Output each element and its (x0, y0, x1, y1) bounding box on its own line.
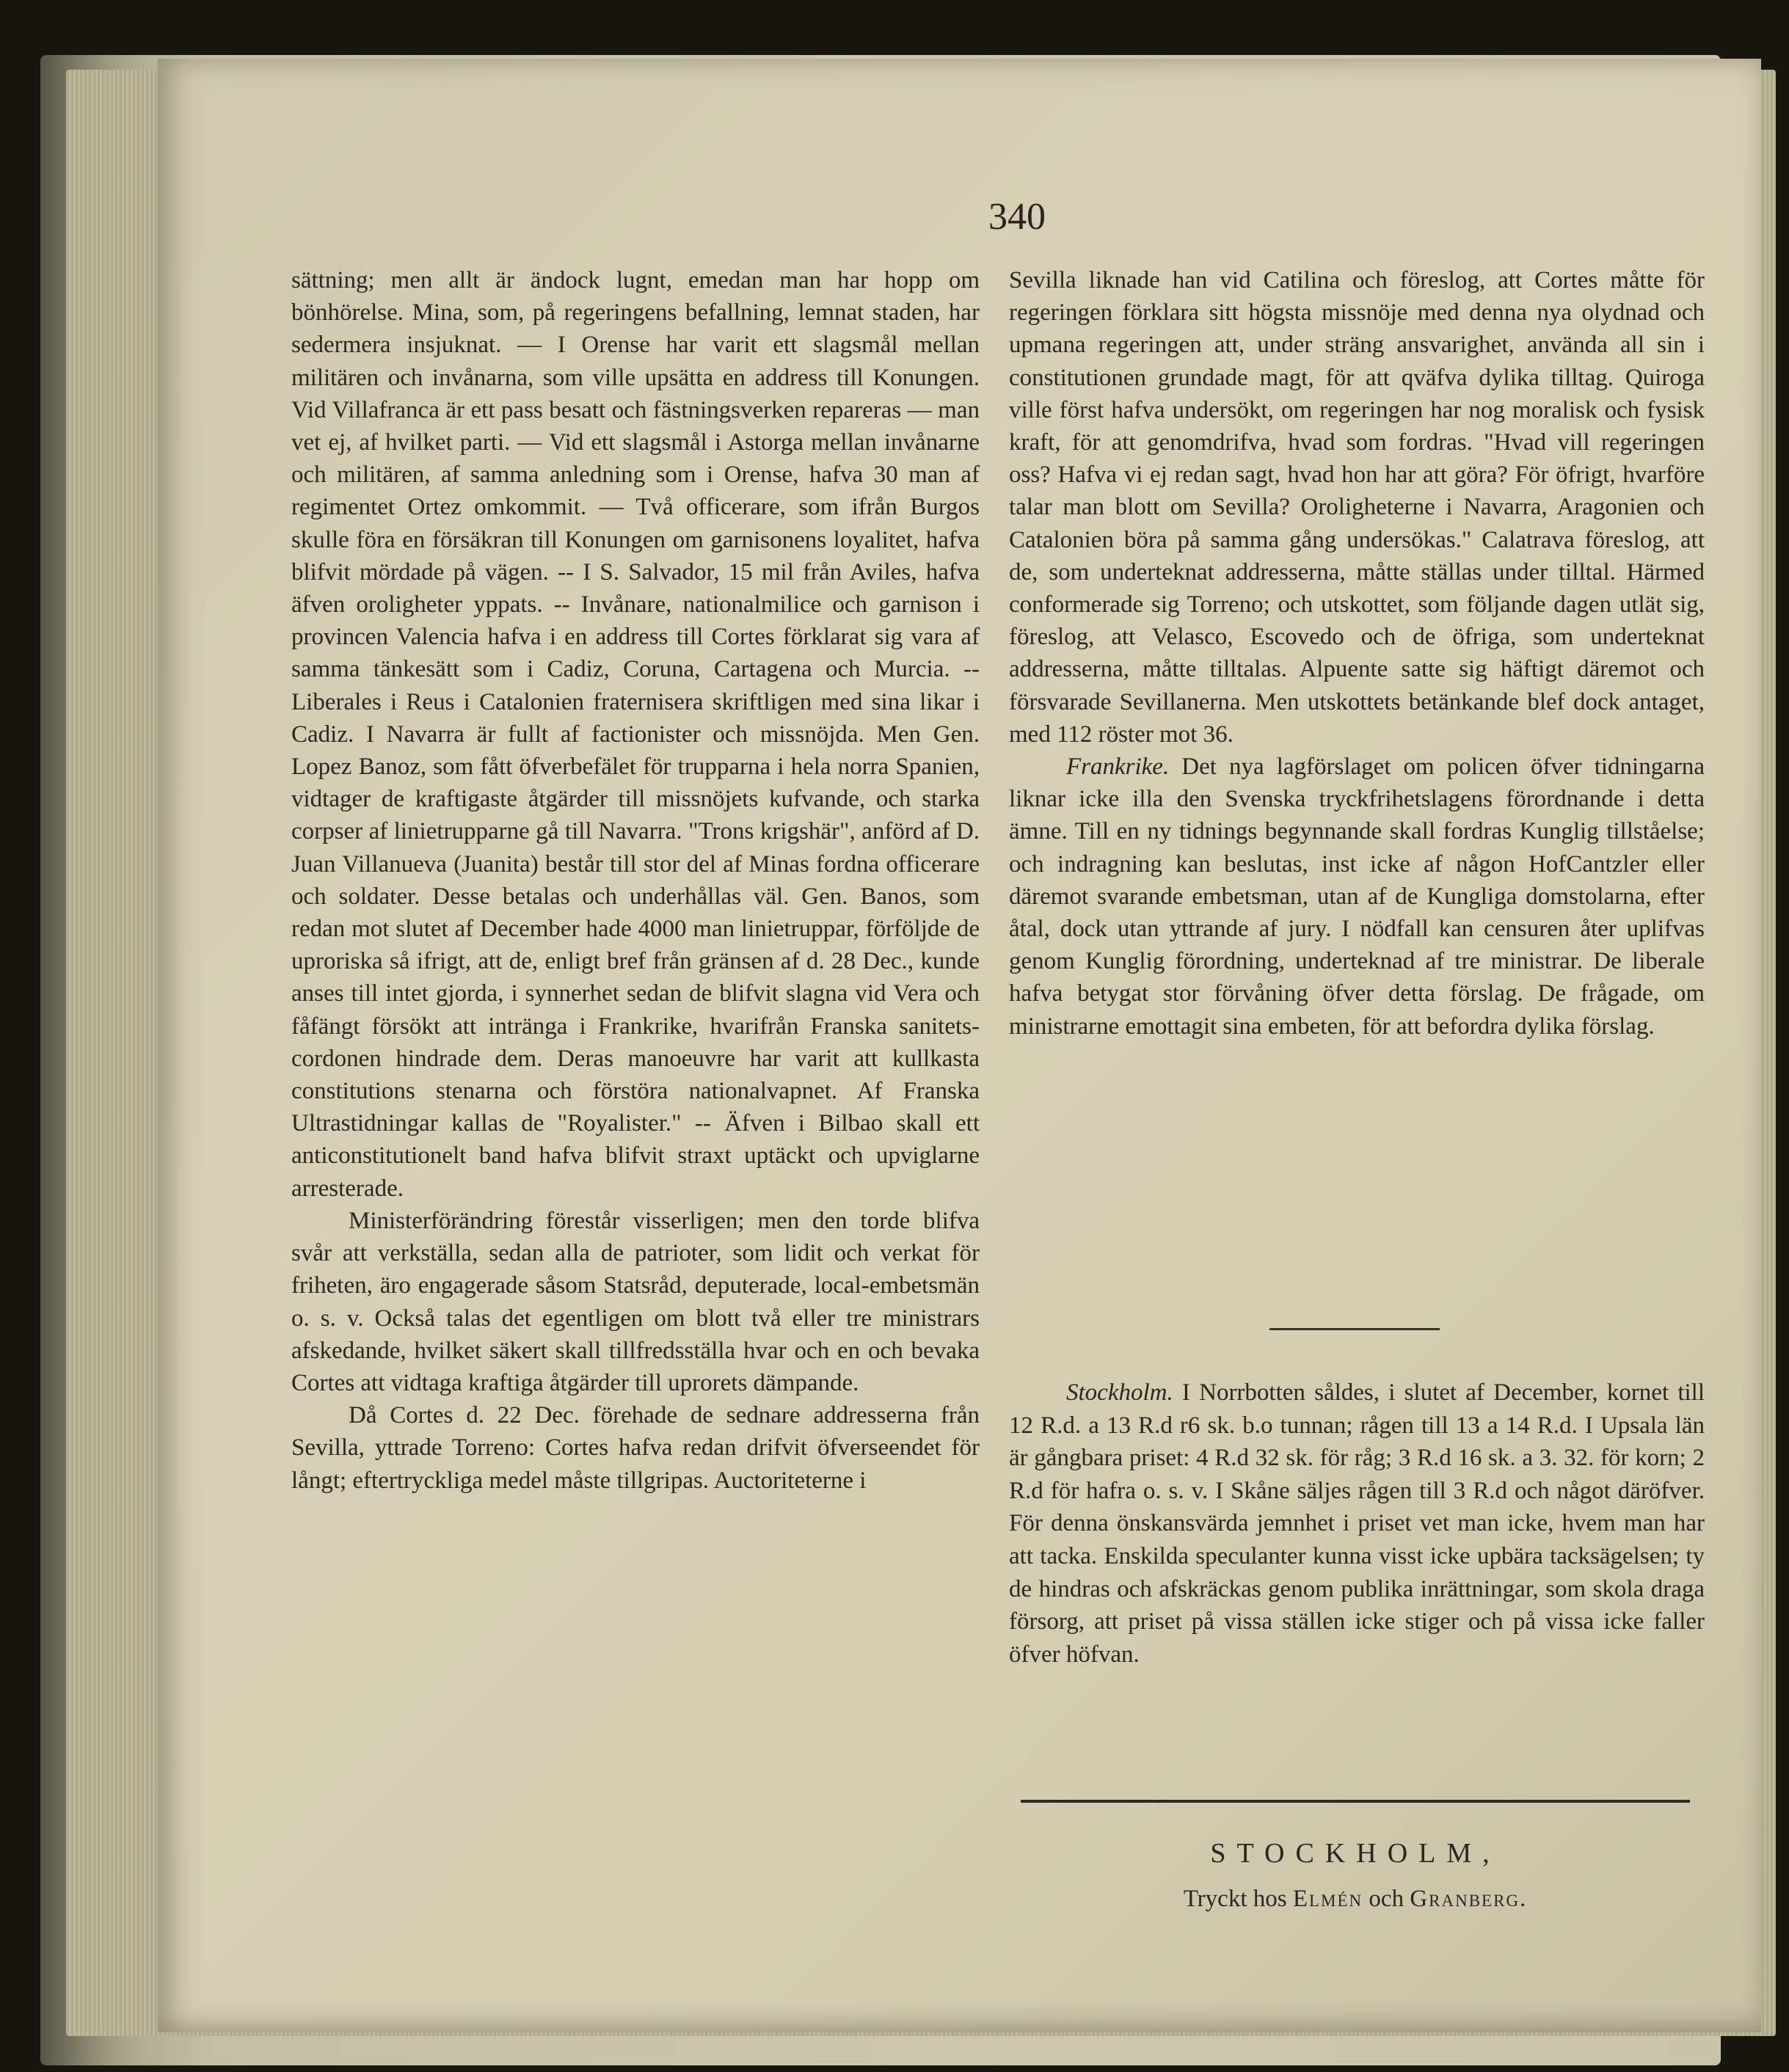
right-column (1009, 264, 1705, 1043)
book-page (158, 59, 1761, 2032)
left-paragraph-1: sättning; men allt är ändock lugnt, emedan man har hopp om bönhörelse. Mina, som, på regeringens befallning, lemnat staden, har sedermera insjuknat. — I Orense har varit ett slagsmål mellan militären och invånarna, som ville upsätta en address till Konungen. Vid Villafranca är ett pass besatt och fästningsverken repareras — man vet ej, af hvilket parti. — Vid ett slagsmål i Astorga mellan invånarne och militären, af samma anledning som i Orense, hafva 30 man af regimentet Ortez omkommit. — Två officerare, som ifrån Burgos skulle föra en försäkran till Konungen om garnisonens loyalitet, hafva blifvit mördade på vägen. -- I S. Salvador, 15 mil från Aviles, hafva äfven oroligheter yppats. -- Invånare, nationalmilice och garnison i provincen Valencia hafva i en address till Cortes förklarat sig vara af samma tänkesätt som i Cadiz, Coruna, Cartagena och Murcia. -- Liberales i Reus i Catalonien fraternisera skriftligen med sina likar i Cadiz. I Navarra är fullt af factionister och missnöjda. Men Gen. Lopez Banoz, som fått öfverbefälet för trupparna i hela norra Spanien, vidtager de kraftigaste åtgärder till missnöjets kufvande, och starka corpser af linietrupparne gå till Navarra. "Trons krigshär", anförd af D. Juan Villanueva (Juanita) består till stor del af Minas fordna officerare och soldater. Desse betalas och underhållas väl. Gen. Banos, som redan mot slutet af December hade 4000 man linietruppar, förföljde de uproriska så ifrigt, att de, enligt bref från gränsen af d. 28 Dec., kunde anses till intet gjorda, i synnerhet sedan de blifvit slagna vid Vera och fåfängt försökt att intränga i Frankrike, hvarifrån Franska sanitets-cordonen hindrade dem. Deras manoeuvre har varit att kullkasta constitutions stenarna och förstöra nationalvapnet. Af Franska Ultrastidningar kallas de "Royalister." -- Äfven i Bilbao skall ett anticonstitutionelt band hafva blifvit straxt uptäckt och upviglarne arresterade. (291, 267, 980, 1202)
stockholm-heading: Stockholm. (1066, 1379, 1173, 1406)
colophon-printer (1021, 1886, 1690, 1913)
left-paragraph-2: Ministerförändring förestår visserligen; men den torde blifva svår att verkställa, sedan alla de patrioter, som lidit och verkat för friheten, äro engagerade såsom Statsråd, deputerade, local-embetsmän o. s. v. Också talas det egentligen om blott två eller tre ministrars afskedande, hvilket säkert skall tillfredsställa hvar och en och bevaka Cortes att vidtaga kraftiga åtgärder till uprorets dämpande. (291, 1207, 980, 1396)
frankrike-heading: Frankrike. (1066, 754, 1170, 781)
frankrike-text: Det nya lagförslaget om policen öfver tidningarna liknar icke illa den Svenska tryckfrihetslagens förordnande i detta ämne. Till en ny tidnings begynnande skall fordras Kunglig tillståelse; och indragning kan beslutas, inst icke af någon HofCantzler eller däremot svarande embetsman, utan af de Kungliga domstolarna, efter åtal, dock utan yttrande af jury. I nödfall kan censuren åter uplifvas genom Kunglig förordning, underteknad af tre ministrar. De liberale hafva betygat stor förvåning öfver detta förslag. De frågade, om ministrarne emottagit sina embeten, för att befordra dylika förslag. (1009, 754, 1705, 1040)
colophon-conjunction: och (1363, 1886, 1410, 1912)
left-column (291, 264, 980, 1497)
left-paragraph-3: Då Cortes d. 22 Dec. förehade de sednare addresserna från Sevilla, yttrade Torreno: Cortes hafva redan drifvit öfverseendet för långt; eftertryckliga medel måste tillgripas. Auctoriteterne i (291, 1402, 980, 1494)
section-divider-short (1269, 1328, 1440, 1330)
colophon-city: STOCKHOLM, (1210, 1838, 1501, 1869)
page-number: 340 (988, 196, 1046, 238)
colophon-divider (1021, 1800, 1690, 1803)
colophon-printer-1: Elmén (1292, 1886, 1363, 1912)
stockholm-paragraph (1009, 1376, 1705, 1671)
right-paragraph-1: Sevilla liknade han vid Catilina och föreslog, att Cortes måtte för regeringen förklara sitt högsta missnöje med denna nya olydnad och upmana regeringen att, under sträng ansvarighet, använda all sin i constitutionen grundade magt, för att qväfva dylika tilltag. Quiroga ville först hafva undersökt, om regeringen har nog moralisk och fysisk kraft, för att genomdrifva, hvad som fordras. "Hvad vill regeringen oss? Hafva vi ej redan sagt, hvad hon har att göra? För öfrigt, hvarföre talar man blott om Sevilla? Oroligheterne i Navarra, Aragonien och Catalonien böra på samma gång undersökas." Calatrava föreslog, att de, som underteknat addresserna, måtte ställas under tilltal. Härmed conformerade sig Torreno; och utskottet, som följande dagen utlät sig, föreslog, att Velasco, Escovedo och de öfriga, som underteknat addresserna, måtte tilltalas. Alpuente satte sig häftigt däremot och försvarade Sevillanerna. Men utskottets betänkande blef dock antaget, med 112 röster mot 36. (1009, 267, 1705, 748)
right-paragraph-frankrike (1009, 751, 1705, 1043)
stockholm-text: I Norrbotten såldes, i slutet af December, kornet till 12 R.d. a 13 R.d r6 sk. b.o tunnan; rågen till 13 a 14 R.d. I Upsala län är gångbara priset: 4 R.d 32 sk. för råg; 3 R.d 16 sk. a 3. 32. för korn; 2 R.d för hafra o. s. v. I Skåne säljes rågen till 3 R.d och något däröfver. För denna önskansvärda jemnhet i priset vet man icke, hvem man har att tacka. Enskilda speculanter kunna visst icke upbära tacksägelsen; ty de hindras och afskräckas genom publika inrättningar, som skola draga försorg, att priset på vissa ställen icke stiger och på vissa icke faller öfver höfvan. (1009, 1379, 1705, 1668)
colophon-printed-prefix: Tryckt hos (1183, 1886, 1293, 1912)
colophon-printer-2: Granberg. (1410, 1886, 1528, 1912)
